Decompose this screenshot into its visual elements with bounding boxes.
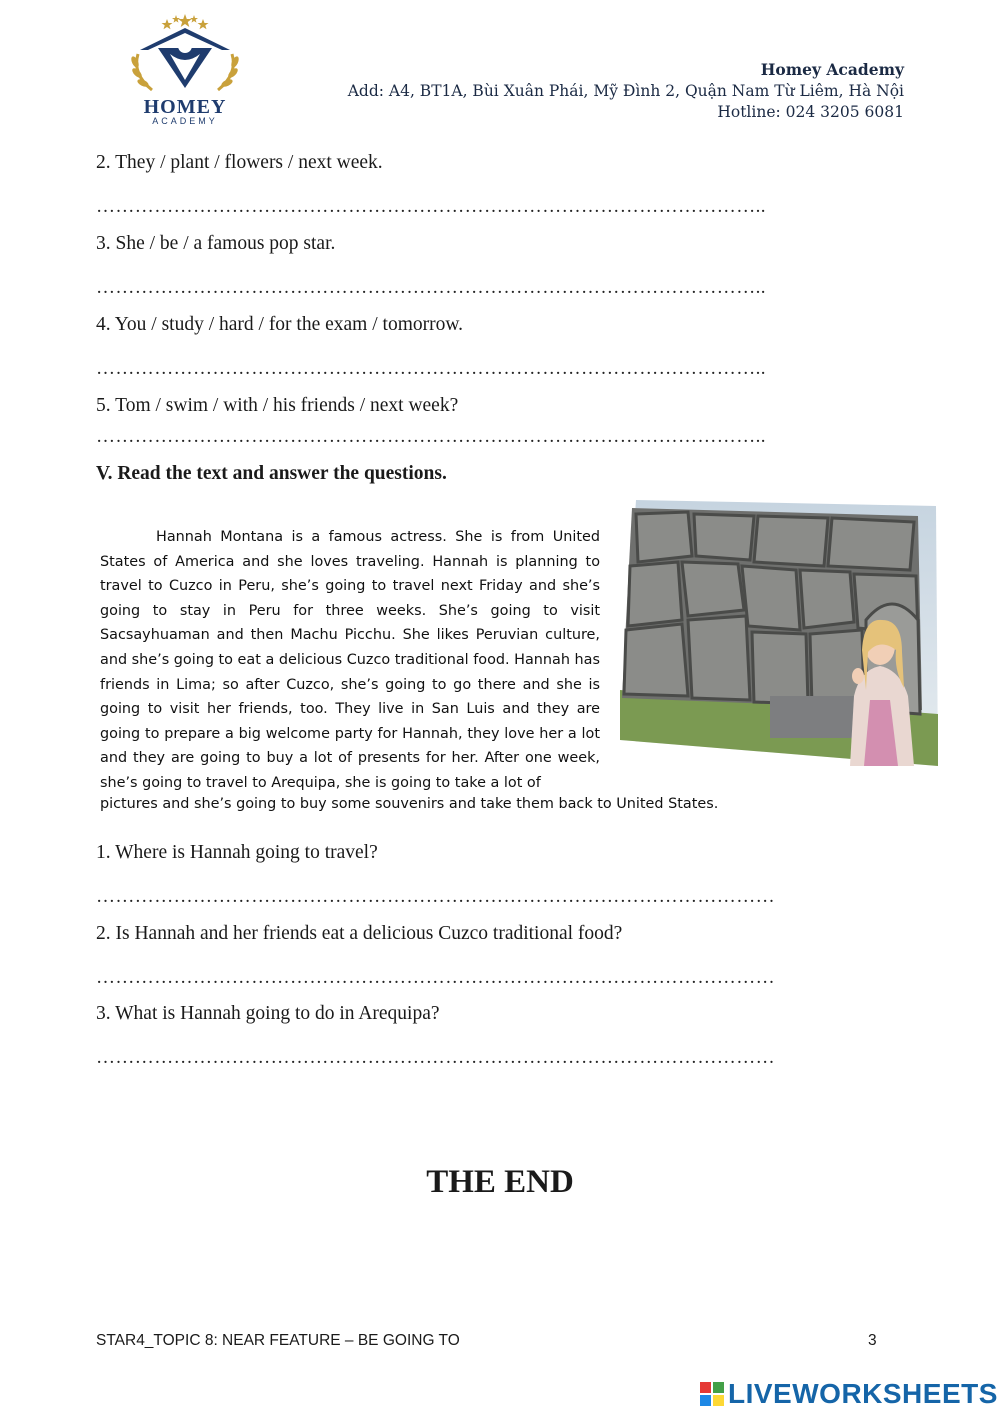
reading-question: 1. Where is Hannah going to travel? (96, 842, 378, 863)
passage-text: Hannah Montana is a famous actress. She is from United States of America and she loves traveling. Hannah is planning to travel to Cuzco in Peru, she’s going to travel next Friday and she’s going to stay in Peru for three weeks. She’s going to visit Sacsayhuaman and then Machu Picchu. She likes Peruvian culture, and she’s going to eat a delicious Cuzco traditional food. Hannah has friends in Lima; so after Cuzco, she’s going to go there and she is going to visit her friends, too. They live in San Luis and they are going to prepare a big welcome party for Hannah, they love her a lot and they are going to buy a lot of presents for her. After one week, she’s going to travel to Arequipa, she is going to take a lot of (100, 529, 600, 791)
photo-illustration-icon (618, 500, 938, 768)
homey-academy-logo (110, 10, 260, 128)
exercise-item: 5. Tom / swim / with / his friends / next week? (96, 395, 459, 416)
answer-line[interactable]: ………………………………………………………………………………………….. (96, 196, 766, 217)
footer-topic: STAR4_TOPIC 8: NEAR FEATURE – BE GOING TO (96, 1332, 460, 1349)
answer-line[interactable]: ………………………………………………………………………………………….. (96, 277, 766, 298)
school-hotline: Hotline: 024 3205 6081 (717, 103, 904, 121)
section-title: V. Read the text and answer the questions. (96, 463, 447, 484)
logo-emblem-icon (110, 10, 260, 100)
exercise-item: 3. She / be / a famous pop star. (96, 233, 336, 254)
school-address: Add: A4, BT1A, Bùi Xuân Phái, Mỹ Đình 2, Quận Nam Từ Liêm, Hà Nội (347, 82, 904, 100)
liveworksheets-logo-icon (700, 1382, 724, 1408)
reading-question: 3. What is Hannah going to do in Arequipa? (96, 1003, 440, 1024)
passage-last-line: pictures and she’s going to buy some souvenirs and take them back to United States. (100, 796, 719, 812)
logo-wordmark: HOMEY (143, 96, 227, 118)
answer-line[interactable]: …………………………………………………………………………………………… (96, 886, 775, 907)
answer-line[interactable]: ………………………………………………………………………………………….. (96, 358, 766, 379)
reading-question: 2. Is Hannah and her friends eat a delicious Cuzco traditional food? (96, 923, 623, 944)
sacsayhuaman-photo (618, 500, 938, 768)
exercise-item: 4. You / study / hard / for the exam / tomorrow. (96, 314, 464, 335)
liveworksheets-wordmark: LIVEWORKSHEETS (728, 1378, 998, 1409)
answer-line[interactable]: …………………………………………………………………………………………… (96, 967, 775, 988)
the-end-heading: THE END (426, 1164, 574, 1200)
page-number: 3 (868, 1332, 877, 1349)
exercise-item: 2. They / plant / flowers / next week. (96, 152, 383, 173)
answer-line[interactable]: ………………………………………………………………………………………….. (96, 426, 766, 447)
liveworksheets-watermark (700, 1378, 998, 1410)
answer-line[interactable]: …………………………………………………………………………………………… (96, 1047, 775, 1068)
reading-passage (100, 525, 600, 796)
school-name: Homey Academy (760, 60, 904, 79)
logo-subtitle: ACADEMY (152, 116, 218, 126)
